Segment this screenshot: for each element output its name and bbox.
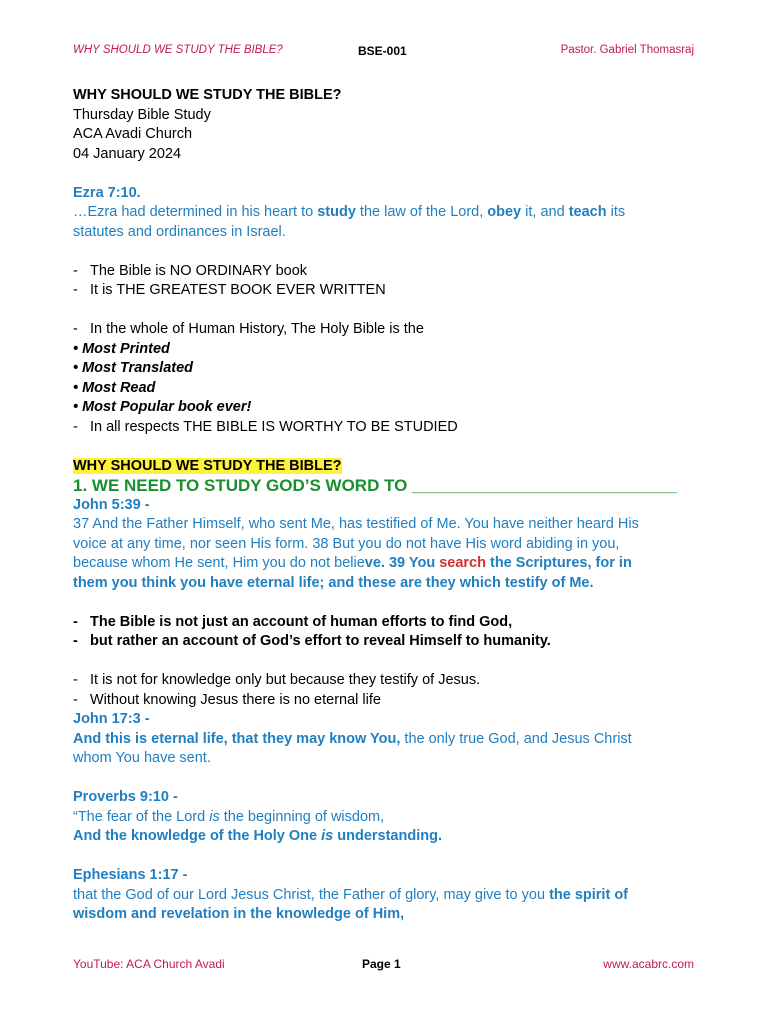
john539-line-2: voice at any time, nor seen His form. 38 But you do not have His word abiding in you, <box>73 535 620 552</box>
header-doc-code: BSE-001 <box>358 44 407 58</box>
john173-line-2: whom You have sent. <box>73 750 211 766</box>
list-item: - but rather an account of God’s effort to reveal Himself to humanity. <box>73 633 551 649</box>
document-body <box>73 86 698 925</box>
ephesians-line-1: that the God of our Lord Jesus Christ, the Father of glory, may give to you the spirit of <box>73 886 629 903</box>
list-item: - The Bible is not just an account of human efforts to find God, <box>73 613 513 630</box>
list-item: - Without knowing Jesus there is no eternal life <box>73 691 381 708</box>
church-name: ACA Avadi Church <box>73 126 193 142</box>
history-outro: - In all respects THE BIBLE IS WORTHY TO BE STUDIED <box>73 418 458 435</box>
proverbs-line-1: “The fear of the Lord is the beginning of wisdom, <box>73 808 385 825</box>
page-number: Page 1 <box>362 957 401 971</box>
date: 04 January 2024 <box>73 145 182 162</box>
list-item: - The Bible is NO ORDINARY book <box>73 262 308 279</box>
history-item: • Most Printed <box>73 340 170 357</box>
header-title: WHY SHOULD WE STUDY THE BIBLE? <box>73 44 283 56</box>
proverbs-line-2: And the knowledge of the Holy One is understanding. <box>73 828 442 844</box>
history-intro: - In the whole of Human History, The Holy Bible is the <box>73 321 424 337</box>
ezra-line-1: …Ezra had determined in his heart to study the law of the Lord, obey it, and teach its <box>73 204 626 220</box>
proverbs-ref: Proverbs 9:10 - <box>73 789 178 805</box>
history-item: • Most Popular book ever! <box>73 399 252 415</box>
john539-line-3: because whom He sent, Him you do not believe. 39 You search the Scriptures, for in <box>73 555 632 571</box>
john539-line-4: them you think you have eternal life; and these are they which testify of Me. <box>73 574 594 591</box>
list-item: - It is THE GREATEST BOOK EVER WRITTEN <box>73 282 386 298</box>
ezra-line-2: statutes and ordinances in Israel. <box>73 223 286 240</box>
history-item: • Most Read <box>73 379 156 396</box>
header-author: Pastor. Gabriel Thomasraj <box>560 44 694 56</box>
ezra-ref: Ezra 7:10. <box>73 184 141 201</box>
history-item: • Most Translated <box>73 360 194 376</box>
list-item: - It is not for knowledge only but because they testify of Jesus. <box>73 672 481 688</box>
ephesians-line-2: wisdom and revelation in the knowledge of Him, <box>73 906 405 922</box>
ephesians-ref: Ephesians 1:17 - <box>73 867 188 883</box>
john539-ref: John 5:39 - <box>73 496 150 513</box>
john539-line-1: 37 And the Father Himself, who sent Me, has testified of Me. You have neither heard His <box>73 516 639 532</box>
section-highlight: WHY SHOULD WE STUDY THE BIBLE? <box>73 457 342 474</box>
footer-youtube-link[interactable]: YouTube: ACA Church Avadi <box>73 957 225 971</box>
footer-website-link[interactable]: www.acabrc.com <box>603 957 694 971</box>
subtitle: Thursday Bible Study <box>73 106 211 123</box>
section-heading: 1. WE NEED TO STUDY GOD’S WORD TO ____________________________ <box>73 476 677 495</box>
john173-ref: John 17:3 - <box>73 711 150 727</box>
page-title: WHY SHOULD WE STUDY THE BIBLE? <box>73 87 342 103</box>
john173-line-1: And this is eternal life, that they may know You, the only true God, and Jesus Christ <box>73 730 632 747</box>
